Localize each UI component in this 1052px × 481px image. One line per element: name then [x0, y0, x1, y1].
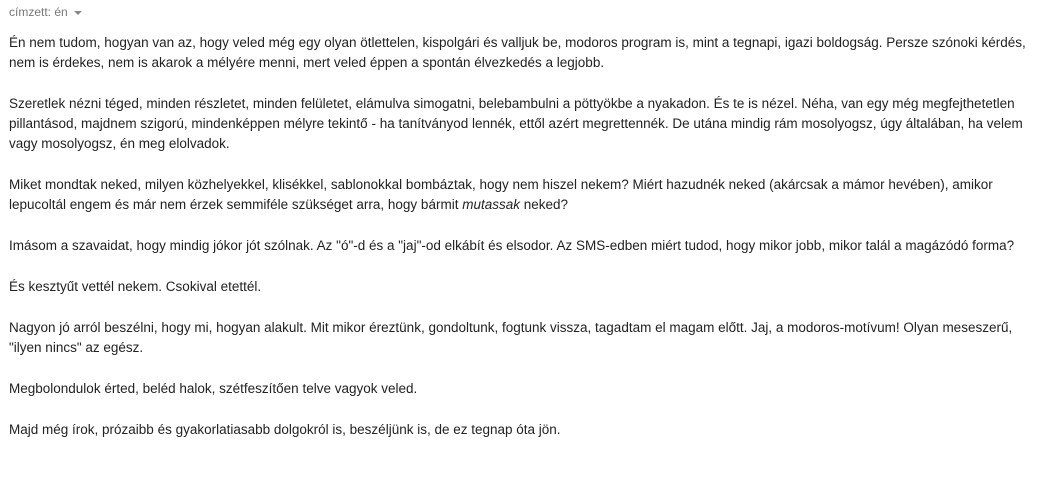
message-paragraph: Szeretlek nézni téged, minden részletet, minden felületet, elámulva simogatni, belebambulni a pöttyökbe a nyakadon. És te is nézel. Néha, van egy még megfejthetetlen pillantásod, majdnem szigorú, mindenképpen mélyre tekintő - ha tanítványod lennék, ettől azért megrettennék. De utána mindig rám mosolyogsz, úgy általában, ha velem vagy mosolyogsz, én meg elolvadok.: [9, 96, 1023, 151]
message-paragraph: [9, 175, 1045, 215]
message-paragraph: Én nem tudom, hogyan van az, hogy veled még egy olyan ötlettelen, kispolgári és valljuk be, modoros program is, mint a tegnapi, igazi boldogság. Persze szónoki kérdés, nem is érdekes, nem is akarok a mélyére menni, mert veled éppen a spontán élvezkedés a legjobb.: [9, 35, 1026, 70]
paragraph-text: Miket mondtak neked, milyen közhelyekkel, klisékkel, sablonokkal bombáztak, hogy nem hiszel nekem? Miért hazudnék neked (akárcsak a mámor hevében), amikor lepucoltál engem és már nem érzek semmiféle szükséget arra, hogy bármit: [9, 177, 993, 212]
caret-down-icon[interactable]: [74, 11, 82, 15]
recipient-details-toggle[interactable]: [9, 4, 82, 20]
message-body: [9, 33, 1045, 440]
message-paragraph: Imásom a szavaidat, hogy mindig jókor jót szólnak. Az "ó"-d és a "jaj"-od elkábít és elsodor. Az SMS-edben miért tudod, hogy mikor jobb, mikor talál a magázódó forma?: [9, 238, 1015, 253]
message-paragraph: Megbolondulok érted, beléd halok, szétfeszítően telve vagyok veled.: [9, 381, 418, 396]
message-paragraph: Nagyon jó arról beszélni, hogy mi, hogyan alakult. Mit mikor éreztünk, gondoltunk, fogtunk vissza, tagadtam el magam előtt. Jaj, a modoros-motívum! Olyan meseszerű, "ilyen nincs" az egész.: [9, 320, 1013, 355]
message-paragraph: És kesztyűt vettél nekem. Csokival etettél.: [9, 279, 262, 294]
recipient-label: címzett: én: [9, 5, 68, 19]
emphasized-word: mutassak: [462, 197, 520, 212]
paragraph-text: neked?: [519, 197, 569, 212]
message-paragraph: Majd még írok, prózaibb és gyakorlatiasabb dolgokról is, beszéljünk is, de ez tegnap óta jön.: [9, 422, 561, 437]
